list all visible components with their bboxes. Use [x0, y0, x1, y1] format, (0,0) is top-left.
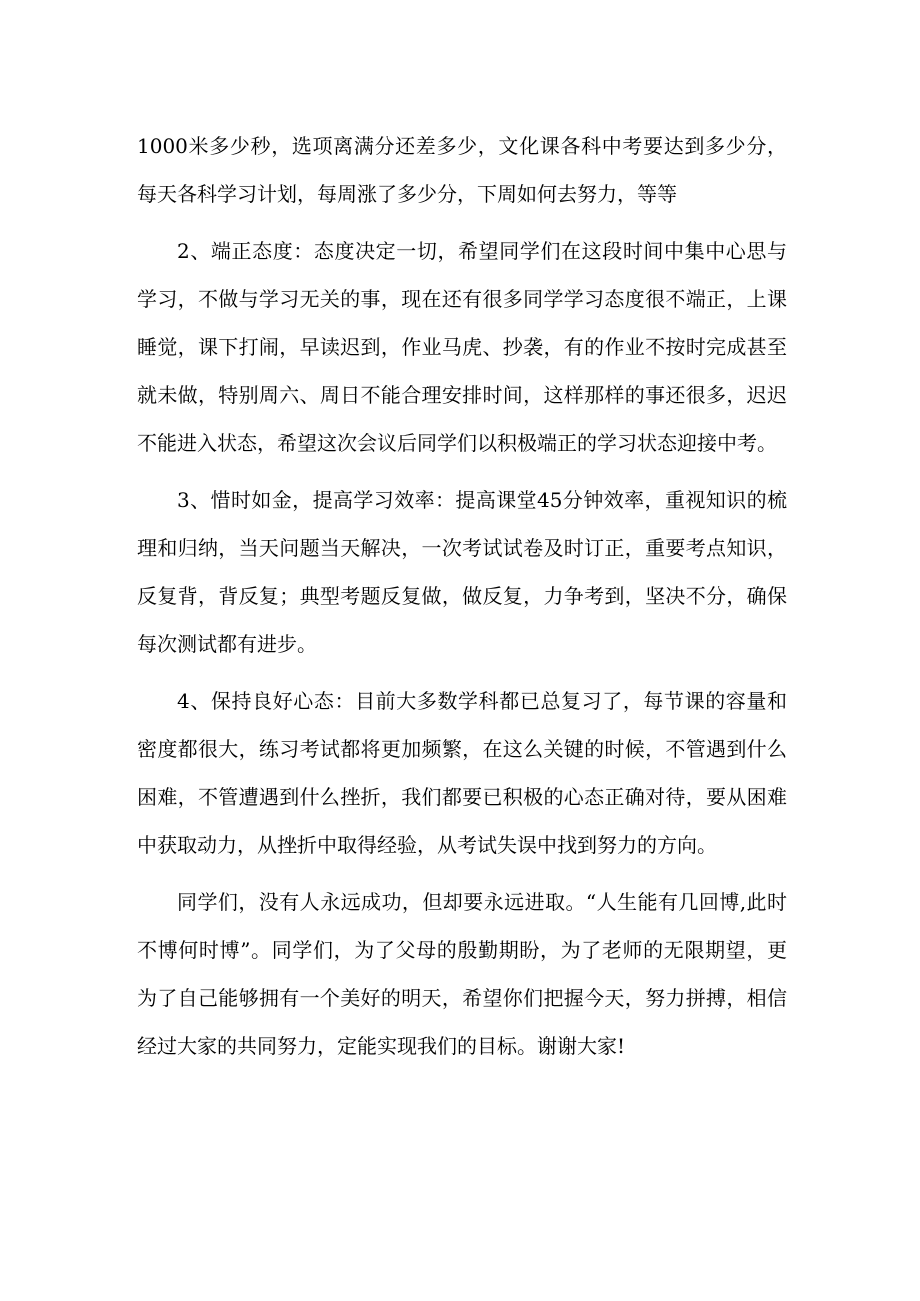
paragraph-3: 3、惜时如金，提高学习效率：提高课堂45分钟效率，重视知识的梳理和归纳，当天问题当天解决，一次考试试卷及时订正，重要考点知识，反复背，背反复；典型考题反复做，做反复，力争考到，坚决不分，确保每次测试都有进步。 [137, 488, 787, 656]
paragraph-4: 4、保持良好心态：目前大多数学科都已总复习了，每节课的容量和密度都很大，练习考试都将更加频繁，在这么关键的时候，不管遇到什么困难，不管遭遇到什么挫折，我们都要已积极的心态正确对待，要从困难中获取动力，从挫折中取得经验，从考试失误中找到努力的方向。 [137, 689, 787, 857]
paragraph-2: 2、端正态度：态度决定一切，希望同学们在这段时间中集中心思与学习，不做与学习无关的事，现在还有很多同学学习态度很不端正，上课睡觉，课下打闹，早读迟到，作业马虎、抄袭，有的作业不按时完成甚至就未做，特别周六、周日不能合理安排时间，这样那样的事还很多，迟迟不能进入状态，希望这次会议后同学们以积极端正的学习状态迎接中考。 [137, 239, 787, 455]
document-body [137, 122, 787, 1079]
paragraph-1: 1000米多少秒，选项离满分还差多少，文化课各科中考要达到多少分，每天各科学习计划，每周涨了多少分，下周如何去努力，等等 [137, 134, 787, 206]
paragraph-5: 同学们，没有人永远成功，但却要永远进取。“人生能有几回博,此时不博何时博”。同学们，为了父母的殷勤期盼，为了老师的无限期望，更为了自己能够拥有一个美好的明天，希望你们把握今天，努力拼搏，相信经过大家的共同努力，定能实现我们的目标。谢谢大家! [137, 890, 787, 1058]
